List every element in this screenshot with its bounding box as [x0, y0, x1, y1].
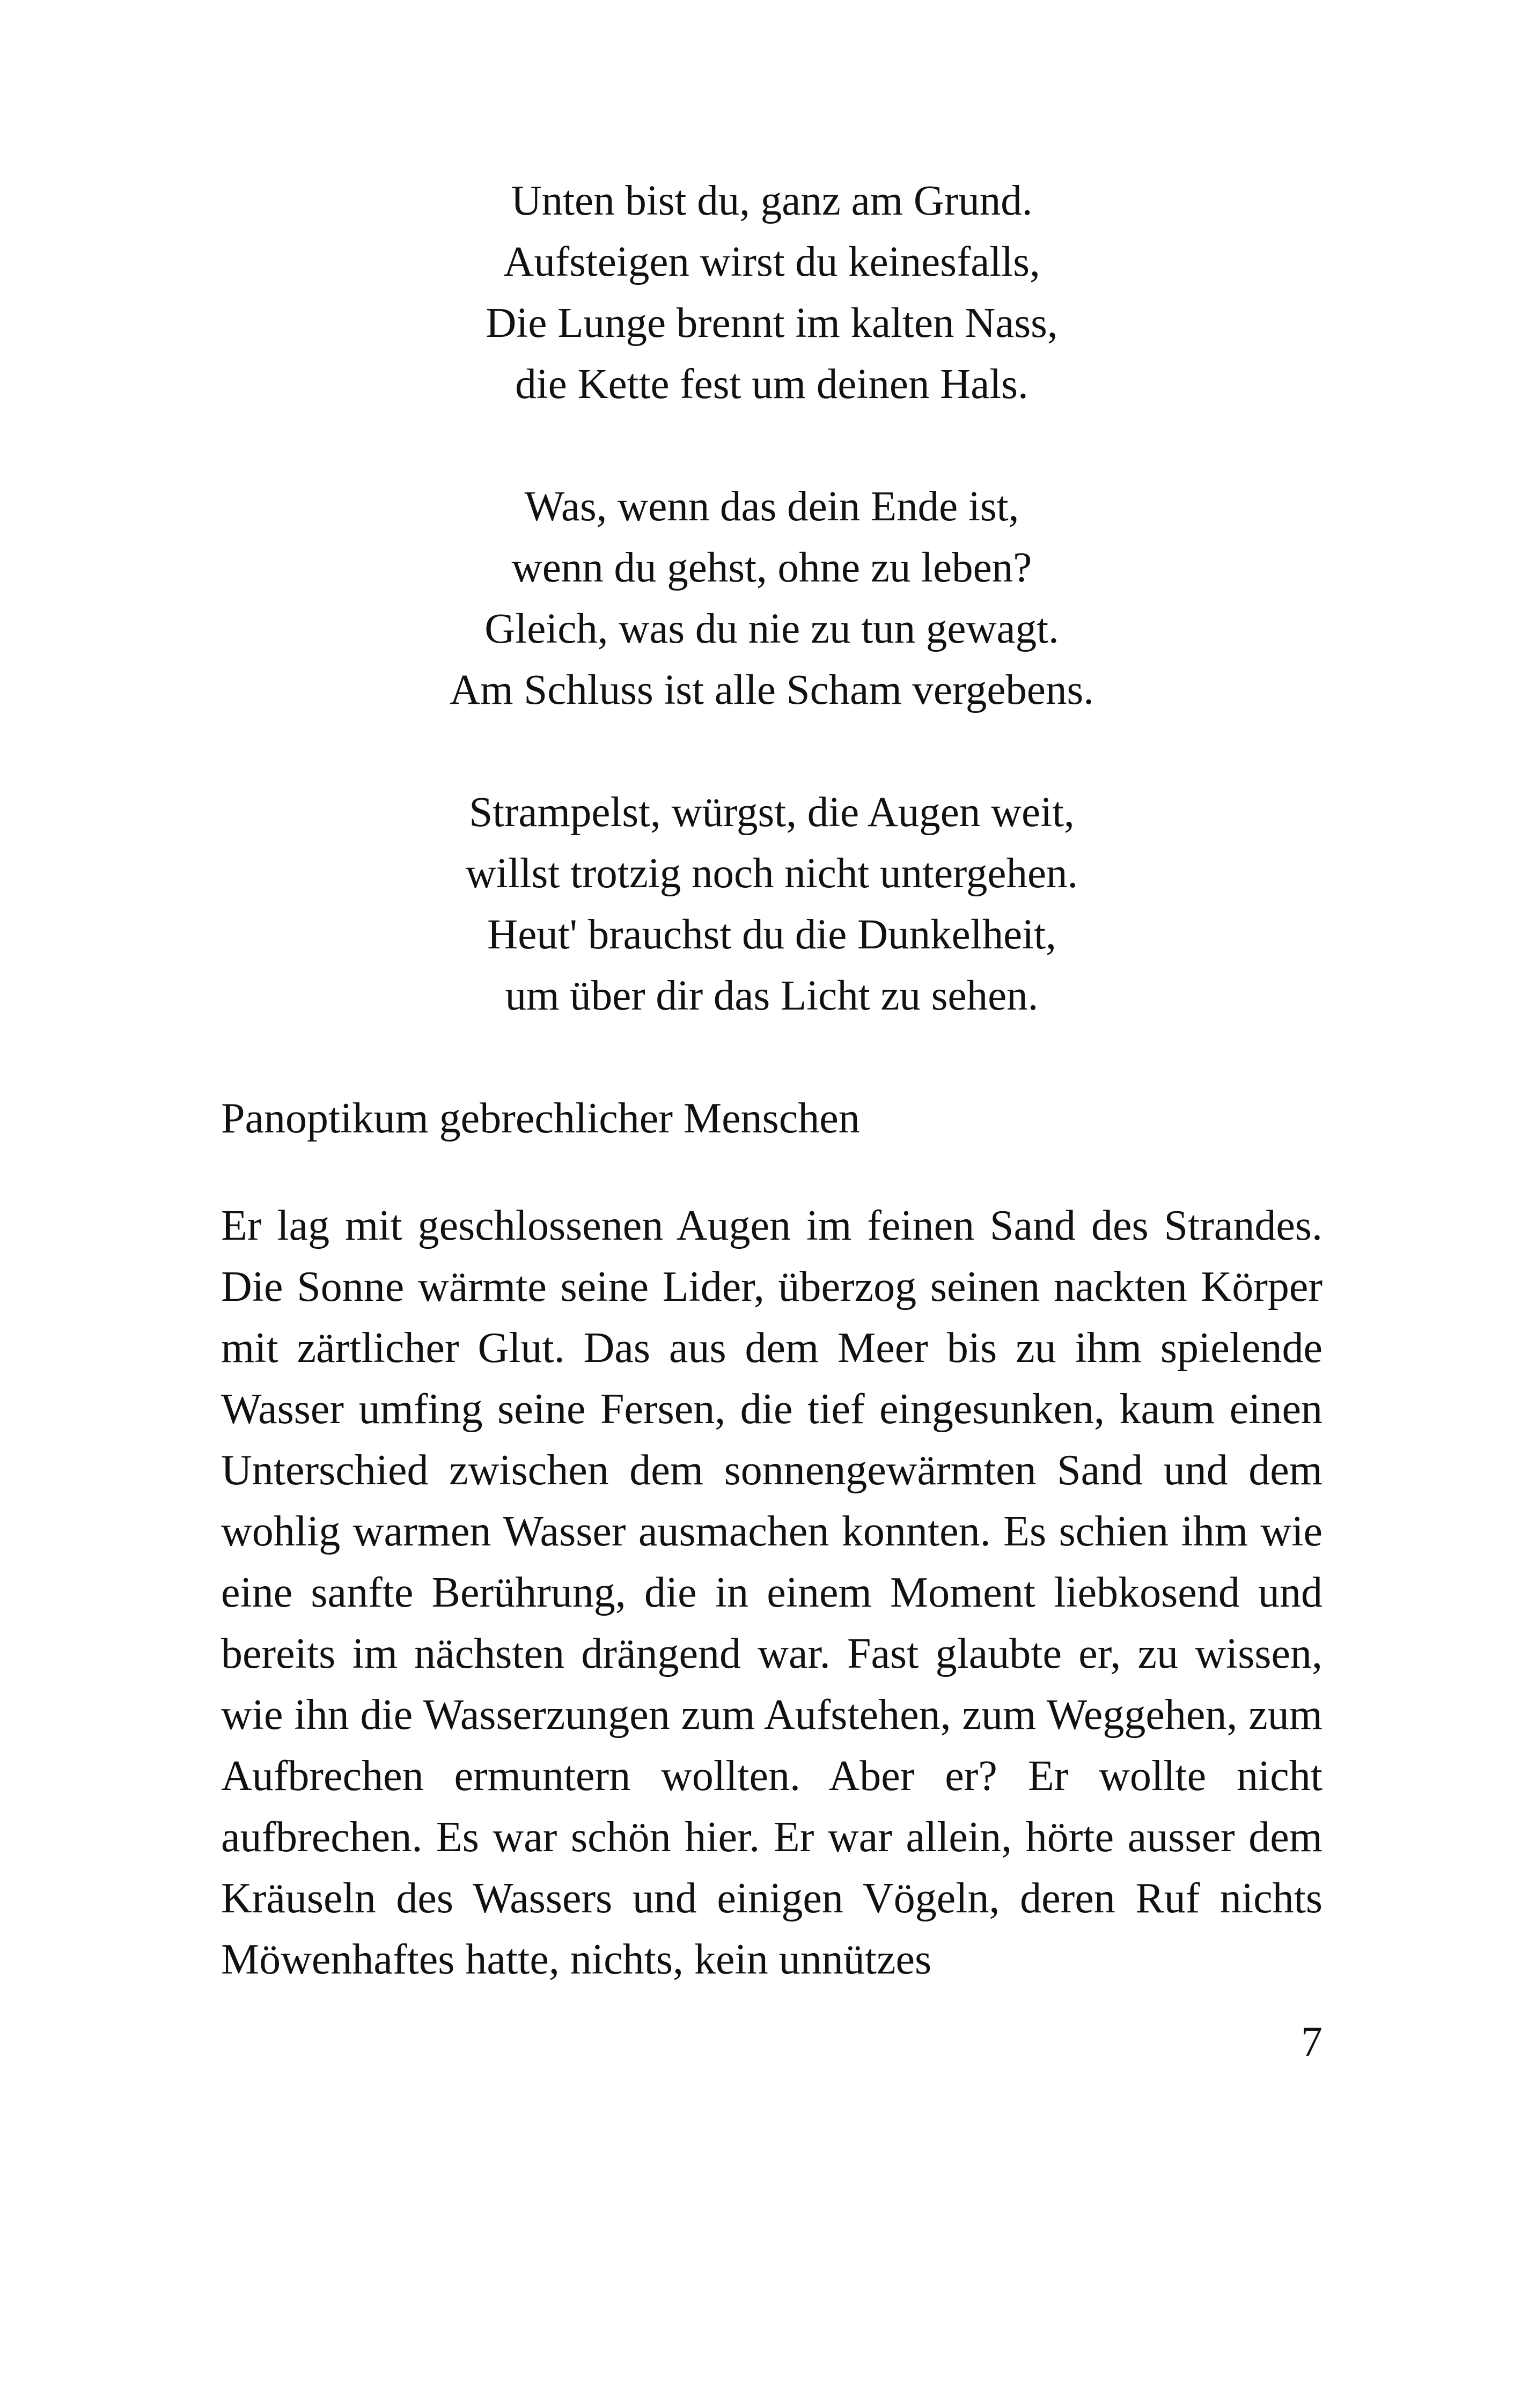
poem-line: Am Schluss ist alle Scham vergebens.: [450, 667, 1094, 713]
page-number: 7: [1301, 2019, 1322, 2066]
section-heading: Panoptikum gebrechlicher Menschen: [221, 1095, 860, 1142]
poem-line: um über dir das Licht zu sehen.: [505, 973, 1039, 1019]
poem-line: Unten bist du, ganz am Grund.: [511, 178, 1033, 224]
poem-stanza: [221, 782, 1322, 1027]
poem-line: Heut' brauchst du die Dunkelheit,: [487, 911, 1056, 958]
poem-line: Gleich, was du nie zu tun gewagt.: [484, 606, 1059, 652]
poem-line: Aufsteigen wirst du keinesfalls,: [503, 239, 1040, 285]
poem-line: wenn du gehst, ohne zu leben?: [511, 544, 1032, 591]
poem-stanza: [221, 171, 1322, 415]
body-paragraph: Er lag mit geschlossenen Augen im feinen Sand des Strandes. Die Sonne wärmte seine Lider, überzog seinen nackten Körper mit zärtlicher Glut. Das aus dem Meer bis zu ihm spielende Wasser umfing seine Fersen, die tief eingesunken, kaum einen Unterschied zwischen dem sonnengewärmten Sand und dem wohlig warmen Wasser ausmachen konnten. Es schien ihm wie eine sanfte Berührung, die in einem Moment liebkosend und bereits im nächsten drängend war. Fast glaubte er, zu wissen, wie ihn die Wasserzungen zum Aufstehen, zum Weggehen, zum Aufbrechen ermuntern wollten. Aber er? Er wollte nicht aufbrechen. Es war schön hier. Er war allein, hörte ausser dem Kräuseln des Wassers und einigen Vögeln, deren Ruf nichts Möwenhaftes hatte, nichts, kein unnützes: [221, 1202, 1322, 1983]
poem-line: willst trotzig noch nicht untergehen.: [465, 850, 1078, 897]
poem-line: Was, wenn das dein Ende ist,: [524, 483, 1019, 530]
poem-line: Strampelst, würgst, die Augen weit,: [469, 789, 1075, 836]
poem-line: Die Lunge brennt im kalten Nass,: [486, 300, 1058, 347]
poem-line: die Kette fest um deinen Hals.: [515, 361, 1028, 408]
poem-stanza: [221, 476, 1322, 721]
poem: [221, 171, 1322, 1027]
